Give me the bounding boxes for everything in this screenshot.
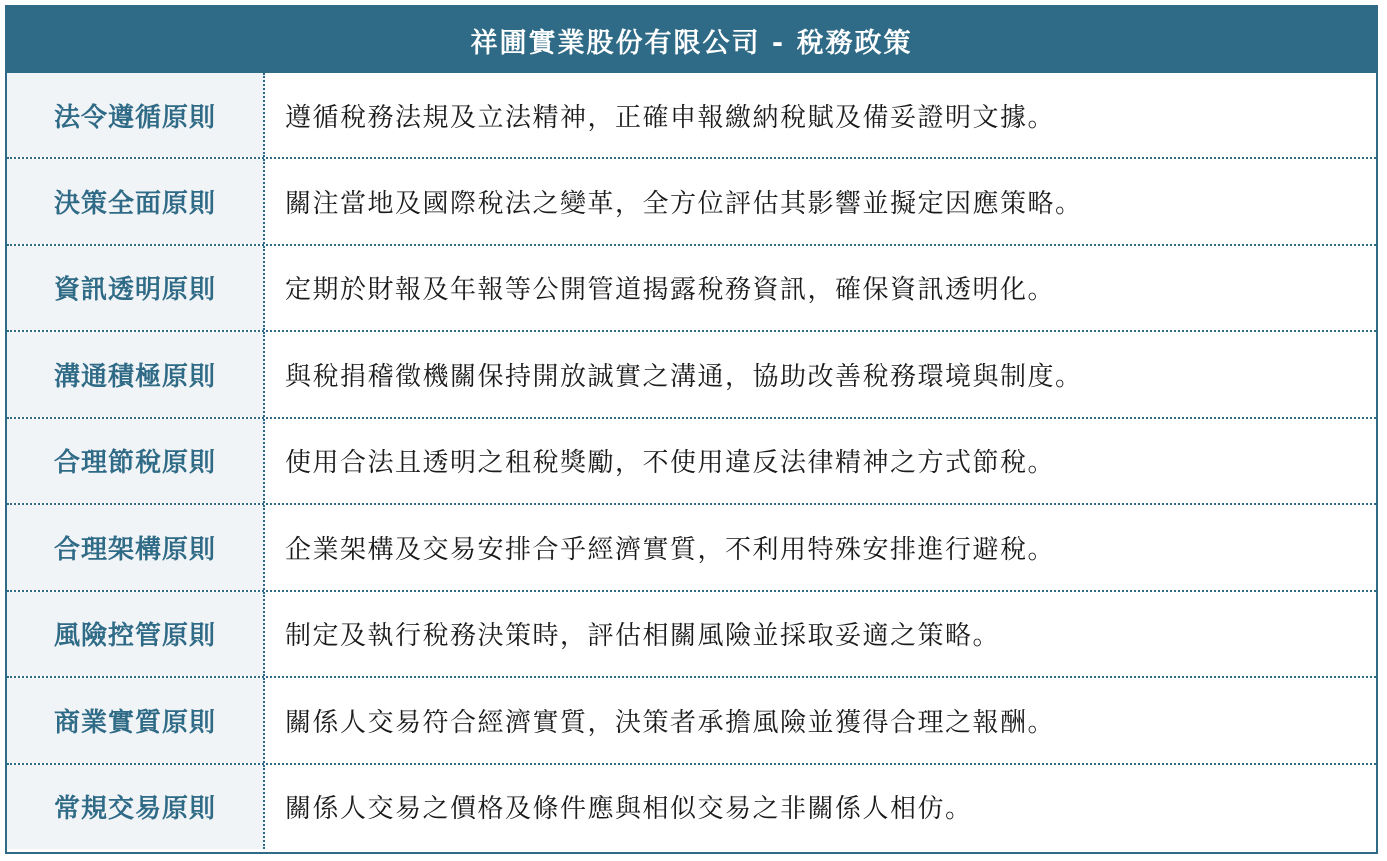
- principle-description: 與稅捐稽徵機關保持開放誠實之溝通，協助改善稅務環境與制度。: [285, 361, 1083, 392]
- principle-name: 風險控管原則: [7, 592, 265, 677]
- principle-name: 法令遵循原則: [7, 73, 265, 157]
- principle-rows: [7, 73, 1376, 849]
- table-row: [7, 763, 1376, 850]
- table-row: [7, 676, 1376, 763]
- principle-name: 常規交易原則: [7, 765, 265, 850]
- principle-name: 資訊透明原則: [7, 246, 265, 331]
- principle-description: 關注當地及國際稅法之變革，全方位評估其影響並擬定因應策略。: [285, 188, 1083, 219]
- principle-description: 企業架構及交易安排合乎經濟實質，不利用特殊安排進行避稅。: [285, 534, 1056, 565]
- principle-description: 制定及執行稅務決策時，評估相關風險並採取妥適之策略。: [285, 621, 1001, 652]
- table-row: [7, 244, 1376, 331]
- principle-description: 定期於財報及年報等公開管道揭露稅務資訊，確保資訊透明化。: [285, 275, 1056, 306]
- principle-name: 合理架構原則: [7, 505, 265, 590]
- table-row: [7, 157, 1376, 244]
- principle-description: 關係人交易之價格及條件應與相似交易之非關係人相仿。: [285, 794, 973, 825]
- principle-name: 商業實質原則: [7, 678, 265, 763]
- table-row: [7, 73, 1376, 157]
- principle-description: 遵循稅務法規及立法精神，正確申報繳納稅賦及備妥證明文據。: [285, 102, 1056, 133]
- principle-name: 溝通積極原則: [7, 332, 265, 417]
- principle-description: 使用合法且透明之租稅獎勵，不使用違反法律精神之方式節稅。: [285, 448, 1056, 479]
- table-row: [7, 330, 1376, 417]
- table-row: [7, 417, 1376, 504]
- table-title: 祥圃實業股份有限公司 - 稅務政策: [7, 7, 1376, 73]
- table-row: [7, 503, 1376, 590]
- principle-description: 關係人交易符合經濟實質，決策者承擔風險並獲得合理之報酬。: [285, 707, 1056, 738]
- table-row: [7, 590, 1376, 677]
- tax-policy-table: [5, 5, 1378, 854]
- principle-name: 決策全面原則: [7, 159, 265, 244]
- principle-name: 合理節稅原則: [7, 419, 265, 504]
